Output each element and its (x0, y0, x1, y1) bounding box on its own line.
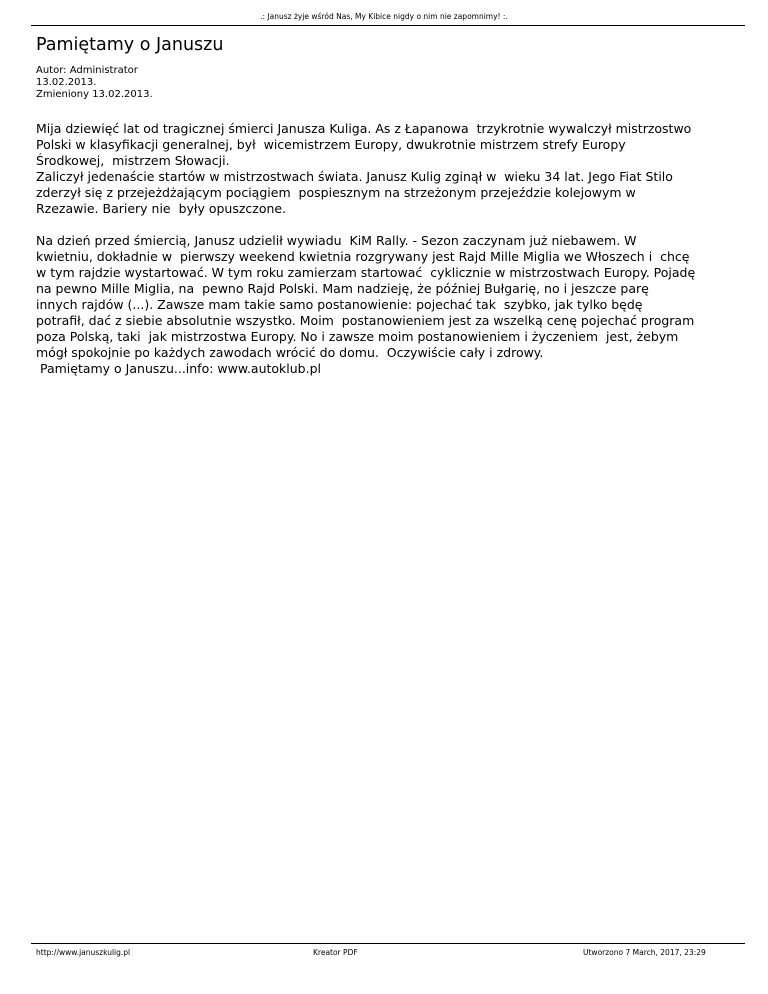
site-tagline: .: Janusz żyje wśród Nas, My Kibice nigdy o nim nie zapomnimy! :. (260, 12, 508, 21)
text-line: Polski w klasyfikacji generalnej, był wicemistrzem Europy, dwukrotnie mistrzem strefy Europy (36, 137, 626, 152)
article-body (36, 121, 748, 393)
modified-date: Zmieniony 13.02.2013. (36, 89, 153, 100)
text-line: Zaliczył jedenaście startów w mistrzostwach świata. Janusz Kulig zginął w wieku 34 lat. Jego Fiat Stilo (36, 169, 673, 184)
text-line: Środkowej, mistrzem Słowacji. (36, 153, 230, 168)
header-divider (31, 25, 745, 26)
text-line: kwietniu, dokładnie w pierwszy weekend kwietnia rozgrywany jest Rajd Mille Miglia we Włoszech i chcę (36, 249, 690, 264)
text-line: poza Polską, taki jak mistrzostwa Europy. No i zawsze moim postanowieniem i życzeniem jest, żebym (36, 329, 679, 344)
footer-divider (31, 943, 745, 944)
text-line: innych rajdów (...). Zawsze mam takie samo postanowienie: pojechać tak szybko, jak tylko będę (36, 297, 643, 312)
text-line: potrafił, dać z siebie absolutnie wszystko. Moim postanowieniem jest za wszelką cenę pojechać program (36, 313, 695, 328)
text-line: mógł spokojnie po każdych zawodach wrócić do domu. Oczywiście cały i zdrowy. (36, 345, 544, 360)
footer-created-date: Utworzono 7 March, 2017, 23:29 (583, 948, 706, 957)
paragraph-1 (36, 121, 748, 217)
text-line: zderzył się z przejeżdżającym pociągiem pospiesznym na strzeżonym przejeździe kolejowym w (36, 185, 636, 200)
text-line: Rzezawie. Bariery nie były opuszczone. (36, 201, 287, 216)
footer-url: http://www.januszkulig.pl (36, 948, 131, 957)
author-line: Autor: Administrator (36, 65, 138, 76)
article-title: Pamiętamy o Januszu (36, 35, 224, 55)
text-line: na pewno Mille Miglia, na pewno Rajd Polski. Mam nadzieję, że później Bułgarię, no i jeszcze parę (36, 281, 649, 296)
text-line: Na dzień przed śmiercią, Janusz udzielił wywiadu KiM Rally. - Sezon zaczynam już niebawem. W (36, 233, 637, 248)
paragraph-2 (36, 233, 748, 377)
text-line: Mija dziewięć lat od tragicznej śmierci Janusza Kuliga. As z Łapanowa trzykrotnie wywalczył mistrzostwo (36, 121, 692, 136)
article-meta (36, 65, 153, 101)
text-line: w tym rajdzie wystartować. W tym roku zamierzam startować cyklicznie w mistrzostwach Europy. Pojadę (36, 265, 696, 280)
footer-generator: Kreator PDF (313, 948, 358, 957)
text-line: Pamiętamy o Januszu...info: www.autoklub.pl (36, 361, 321, 376)
created-date: 13.02.2013. (36, 77, 97, 88)
